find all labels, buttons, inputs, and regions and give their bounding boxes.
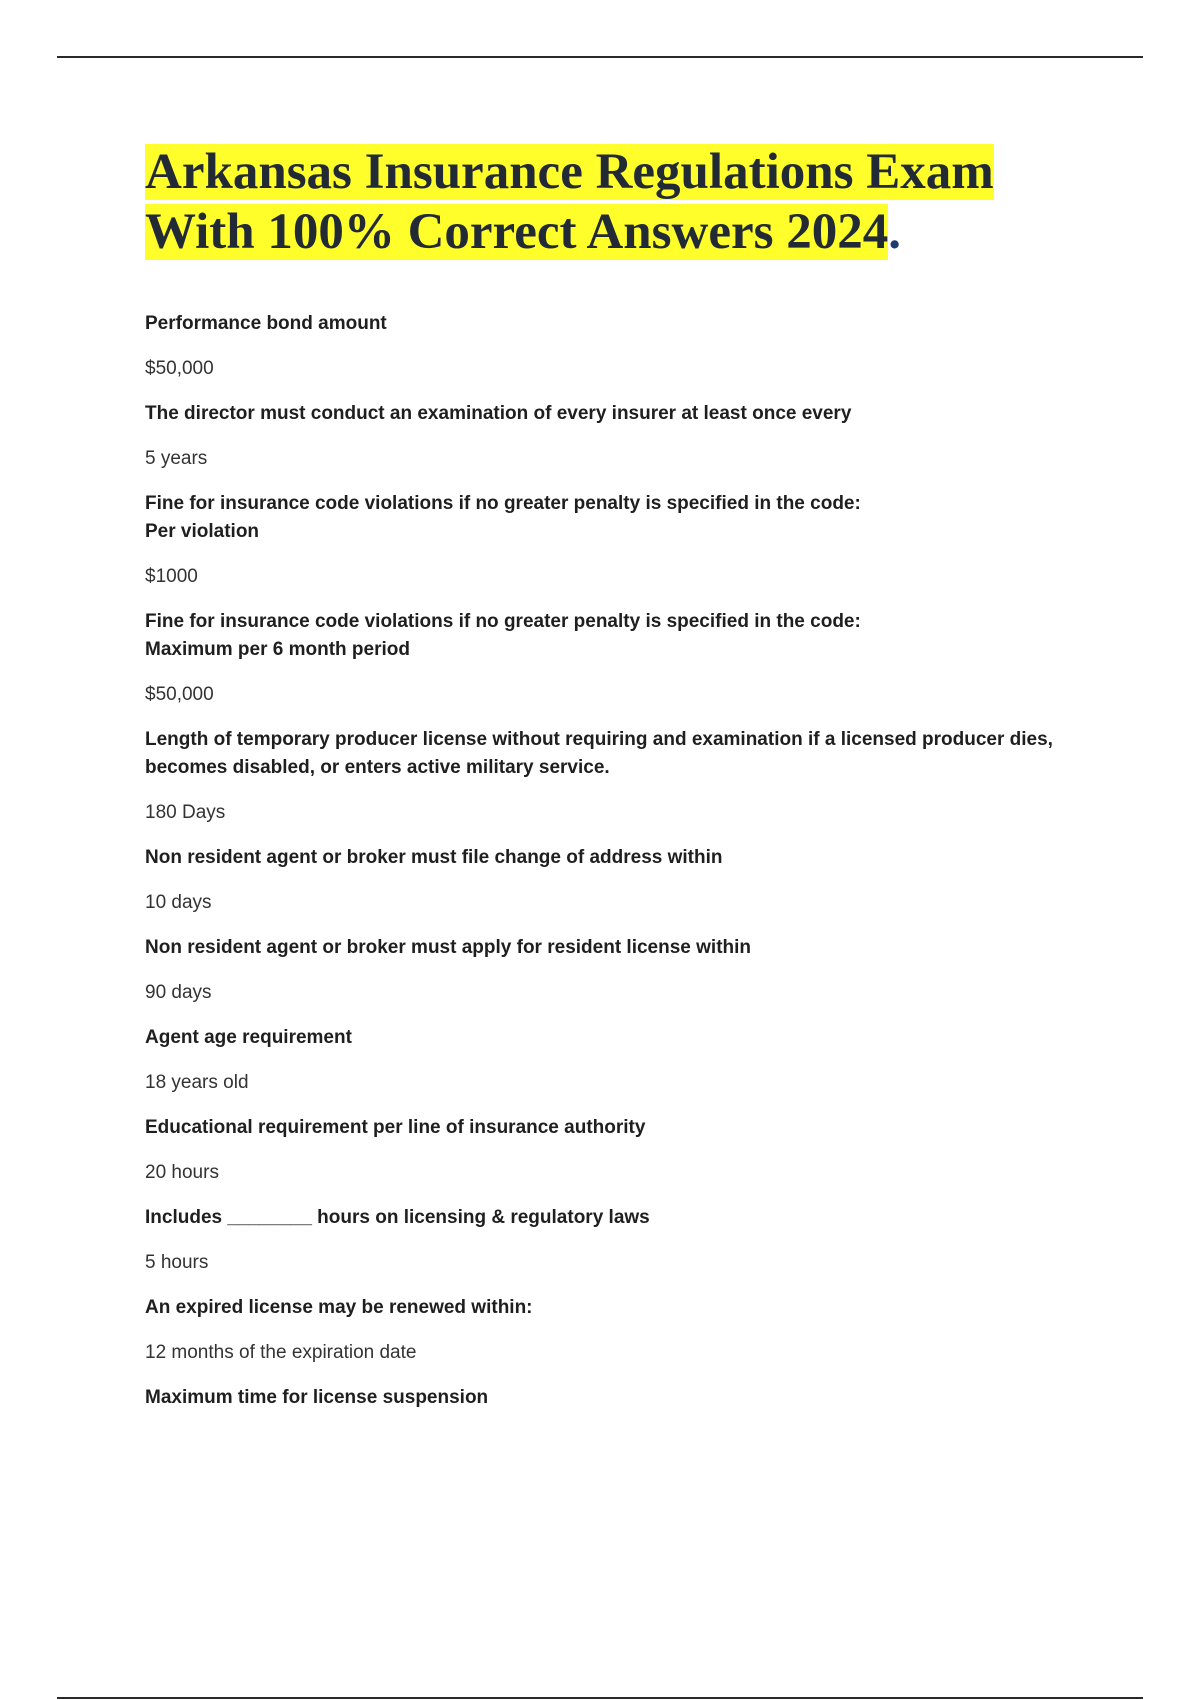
document-title xyxy=(145,142,1105,262)
answer-text: 18 years old xyxy=(145,1072,249,1093)
answer-text: 12 months of the expiration date xyxy=(145,1342,417,1363)
question-text: Fine for insurance code violations if no greater penalty is specified in the code: Per violation xyxy=(145,493,861,542)
answer-text: 90 days xyxy=(145,982,212,1003)
question-text: Non resident agent or broker must apply for resident license within xyxy=(145,937,752,958)
answer-text: 10 days xyxy=(145,892,212,913)
qa-item xyxy=(145,844,1095,917)
qa-item xyxy=(145,490,1095,591)
answer-text: 5 hours xyxy=(145,1252,209,1273)
qa-item xyxy=(145,400,1095,473)
answer-text: $50,000 xyxy=(145,358,214,379)
qa-item xyxy=(145,1384,1095,1412)
qa-list xyxy=(145,310,1095,1429)
question-text: Fine for insurance code violations if no greater penalty is specified in the code: Maximum per 6 month period xyxy=(145,611,861,660)
qa-item xyxy=(145,934,1095,1007)
qa-item xyxy=(145,1204,1095,1277)
question-text: The director must conduct an examination of every insurer at least once every xyxy=(145,403,852,424)
qa-item xyxy=(145,1114,1095,1187)
question-text: Non resident agent or broker must file change of address within xyxy=(145,847,723,868)
top-rule xyxy=(57,56,1143,58)
answer-text: $50,000 xyxy=(145,684,214,705)
answer-text: 20 hours xyxy=(145,1162,219,1183)
qa-item xyxy=(145,1024,1095,1097)
title-suffix: . xyxy=(888,204,901,260)
answer-text: $1000 xyxy=(145,566,198,587)
qa-item xyxy=(145,310,1095,383)
bottom-rule xyxy=(57,1697,1143,1699)
question-text: Includes ________ hours on licensing & regulatory laws xyxy=(145,1207,650,1228)
question-text: An expired license may be renewed within: xyxy=(145,1297,533,1318)
question-text: Length of temporary producer license without requiring and examination if a licensed producer dies, becomes disabled, or enters active military service. xyxy=(145,729,1053,778)
qa-item xyxy=(145,726,1095,827)
question-text: Educational requirement per line of insurance authority xyxy=(145,1117,646,1138)
question-text: Agent age requirement xyxy=(145,1027,352,1048)
question-text: Performance bond amount xyxy=(145,313,387,334)
answer-text: 180 Days xyxy=(145,802,226,823)
qa-item xyxy=(145,1294,1095,1367)
qa-item xyxy=(145,608,1095,709)
question-text: Maximum time for license suspension xyxy=(145,1387,489,1408)
answer-text: 5 years xyxy=(145,448,208,469)
title-highlighted-text: Arkansas Insurance Regulations Exam With 100% Correct Answers 2024 xyxy=(145,144,994,260)
